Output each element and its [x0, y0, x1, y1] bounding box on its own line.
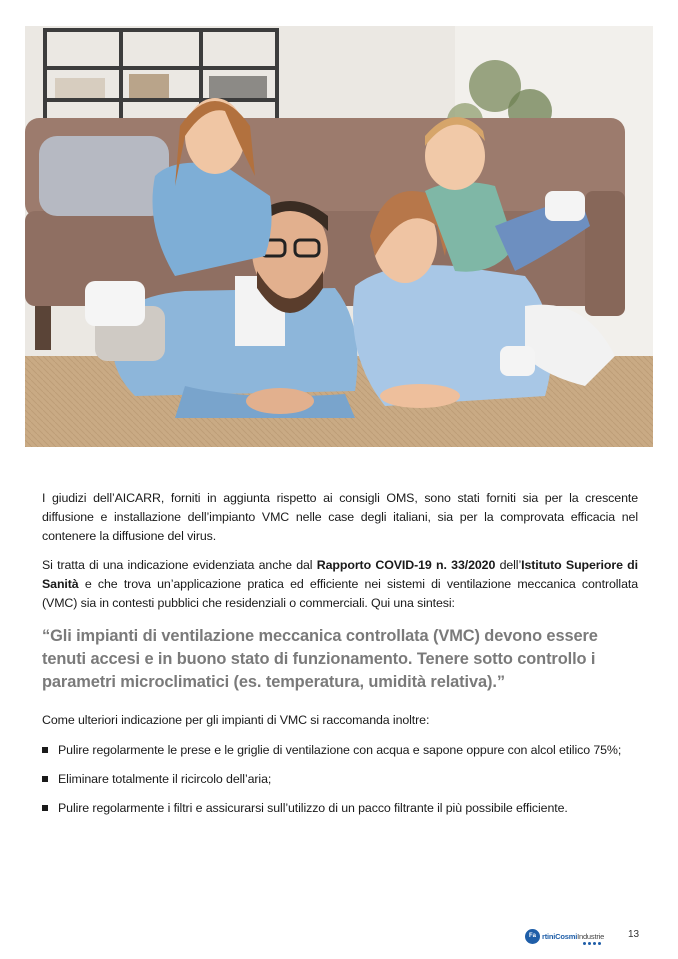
list-item-text: Pulire regolarmente le prese e le griglie di ventilazione con acqua e sapone oppure con alcol etilico 75%; — [58, 743, 622, 757]
bullet-square-icon — [42, 747, 48, 753]
logo-dots-icon — [583, 942, 601, 945]
recommendations-list — [42, 741, 638, 818]
company-logo — [525, 925, 604, 947]
logo-wordmark-bold: rtiniCosmi — [542, 931, 578, 941]
family-photo-illustration — [25, 26, 653, 447]
bullet-square-icon — [42, 776, 48, 782]
report-text-c: e che trova un’applicazione pratica ed efficiente nei sistemi di ventilazione meccanica controllata (VMC) sia in contesti pubblici che residenziali o commerciali. Qui una sintesi: — [42, 577, 638, 610]
list-item — [42, 770, 638, 789]
intro-paragraph: I giudizi dell’AICARR, forniti in aggiunta rispetto ai consigli OMS, sono stati forniti sia per la crescente diffusione e installazione dell’impianto VMC nelle case degli italiani, sia per la comprovata efficacia nel contenere la diffusione del virus. — [42, 491, 638, 543]
list-item-text: Pulire regolarmente i filtri e assicurarsi sull’utilizzo di un pacco filtrante il più possibile efficiente. — [58, 801, 568, 815]
family-photo — [25, 26, 653, 447]
list-item — [42, 741, 638, 760]
recommendations-lead: Come ulteriori indicazione per gli impianti di VMC si raccomanda inoltre: — [42, 713, 430, 727]
report-text-a: Si tratta di una indicazione evidenziata anche dal — [42, 558, 317, 572]
report-title: Rapporto COVID-19 n. 33/2020 — [316, 558, 496, 572]
bullet-square-icon — [42, 805, 48, 811]
logo-wordmark — [542, 932, 604, 941]
article-body — [42, 489, 638, 828]
institute-name: Istituto Superiore di Sanità — [42, 558, 638, 591]
report-paragraph — [42, 556, 638, 613]
logo-wordmark-light: Industrie — [577, 931, 605, 941]
list-item — [42, 799, 638, 818]
list-item-text: Eliminare totalmente il ricircolo dell’aria; — [58, 772, 272, 786]
pull-quote: “Gli impianti di ventilazione meccanica controllata (VMC) devono essere tenuti accesi e in buono stato di funzionamento. Tenere sotto controllo i parametri microclimatici (es. temperatura, umidità relativa).” — [42, 627, 598, 691]
page-number: 13 — [628, 929, 640, 940]
logo-badge-icon: Fa — [525, 929, 540, 944]
report-text-b: dell’ — [495, 558, 522, 572]
